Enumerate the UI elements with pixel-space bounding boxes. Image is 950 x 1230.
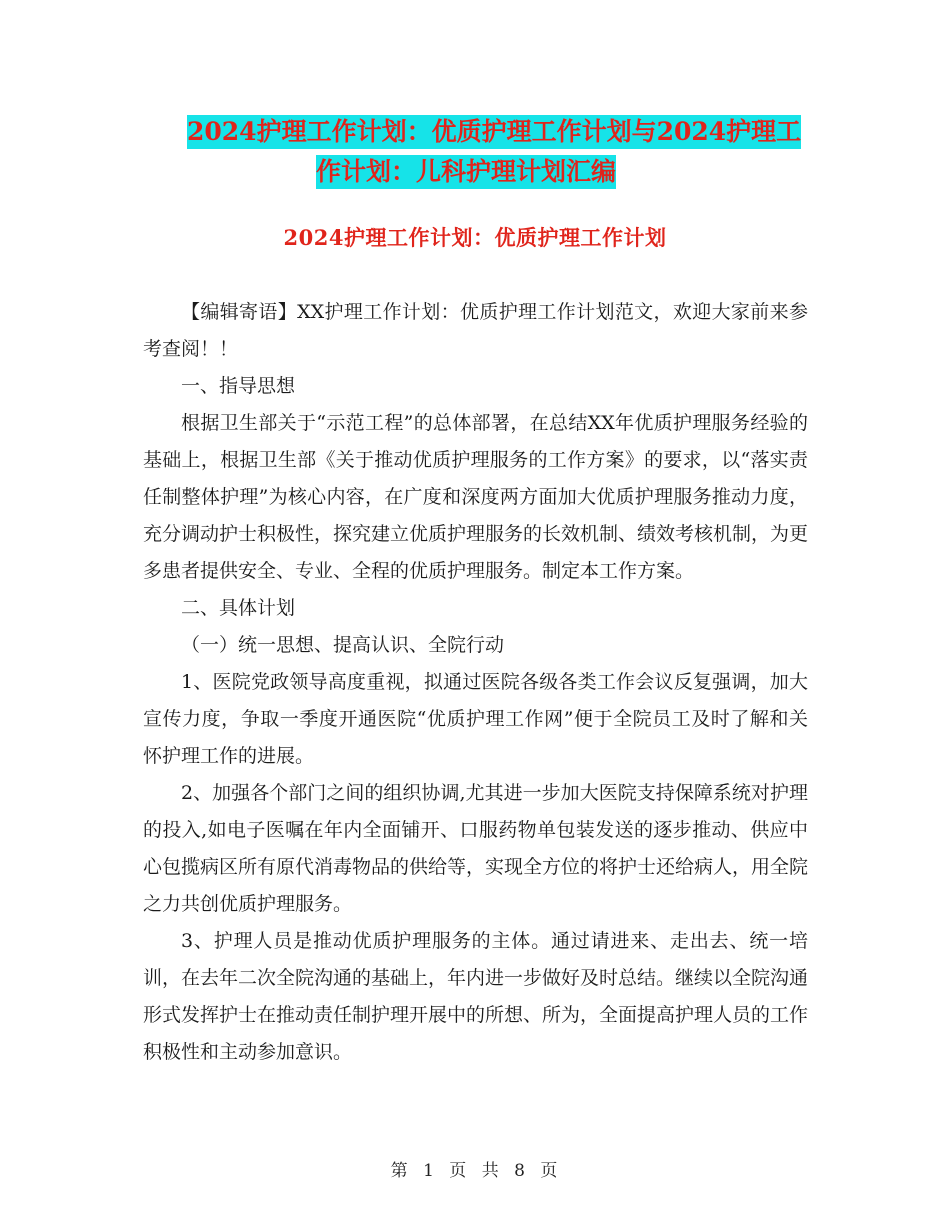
document-title (140, 112, 830, 192)
title-highlight-2: 作计划：儿科护理计划汇编 (316, 155, 616, 189)
paragraph-editor-note: 【编辑寄语】XX护理工作计划：优质护理工作计划范文，欢迎大家前来参考查阅！！ (143, 301, 808, 360)
document-title-line-1 (140, 112, 830, 152)
page-footer: 第 1 页 共 8 页 (390, 1161, 560, 1181)
document-body (143, 294, 808, 1071)
title-highlight-1: 2024护理工作计划：优质护理工作计划与2024护理工 (187, 115, 801, 149)
paragraph-guiding-ideology: 根据卫生部关于“示范工程”的总体部署，在总结XX年优质护理服务经验的基础上，根据卫生部《关于推动优质护理服务的工作方案》的要求，以“落实责任制整体护理”为核心内容，在广度和深度两方面加大优质护理服务推动力度，充分调动护士积极性，探究建立优质护理服务的长效机制、绩效考核机制，为更多患者提供安全、专业、全程的优质护理服务。制定本工作方案。 (143, 412, 809, 582)
paragraph-item-2: 2、加强各个部门之间的组织协调,尤其进一步加大医院支持保障系统对护理的投入,如电子医嘱在年内全面铺开、口服药物单包装发送的逐步推动、供应中心包揽病区所有原代消毒物品的供给等，实现全方位的将护士还给病人，用全院之力共创优质护理服务。 (143, 782, 809, 915)
heading-specific-plan: 二、具体计划 (181, 597, 296, 619)
paragraph-item-1: 1、医院党政领导高度重视，拟通过医院各级各类工作会议反复强调，加大宣传力度，争取一季度开通医院“优质护理工作网”便于全院员工及时了解和关怀护理工作的进展。 (143, 671, 808, 767)
section-title: 2024护理工作计划：优质护理工作计划 (283, 225, 667, 250)
subheading-unify-thinking: （一）统一思想、提高认识、全院行动 (181, 634, 505, 656)
paragraph-item-3: 3、护理人员是推动优质护理服务的主体。通过请进来、走出去、统一培训，在去年二次全院沟通的基础上，年内进一步做好及时总结。继续以全院沟通形式发挥护士在推动责任制护理开展中的所想、所为，全面提高护理人员的工作积极性和主动参加意识。 (143, 930, 809, 1063)
document-title-line-2 (140, 152, 830, 192)
heading-guiding-ideology: 一、指导思想 (181, 375, 296, 397)
